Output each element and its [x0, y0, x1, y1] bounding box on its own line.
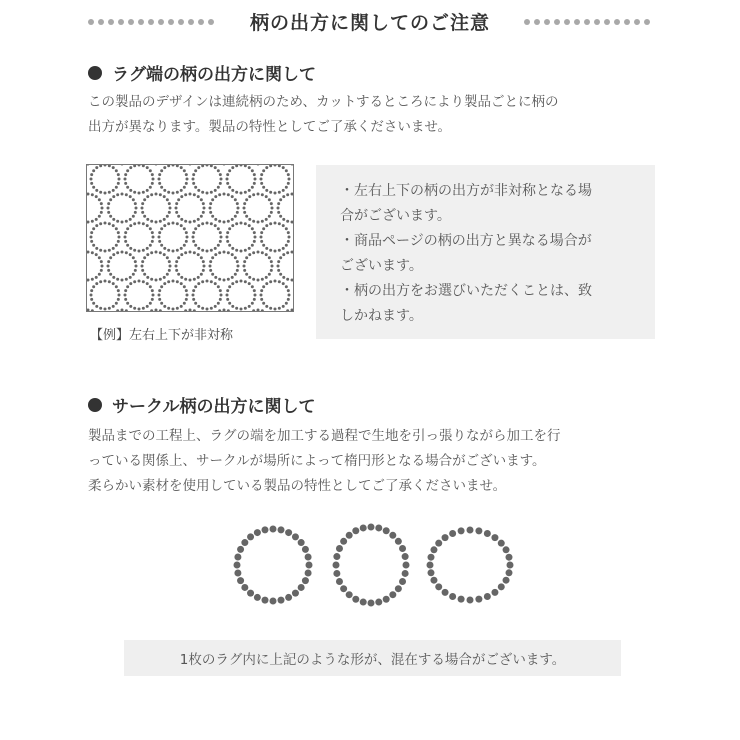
divider-dot: [594, 19, 600, 25]
pattern-ring: [226, 165, 257, 195]
notes-list: [340, 179, 592, 329]
footer-note: 1枚のラグ内に上記のような形が、混在する場合がございます。: [124, 640, 621, 676]
page-title: 柄の出方に関してのご注意: [249, 12, 490, 34]
pattern-ring: [90, 222, 121, 253]
pattern-ring: [175, 193, 206, 224]
title-bar: [0, 0, 740, 44]
note-line: ・左右上下の柄の出方が非対称となる場: [340, 183, 592, 199]
note-line: ございます。: [340, 258, 423, 274]
section2-heading-text: サークル柄の出方に関して: [112, 397, 316, 417]
pattern-ring: [192, 222, 223, 253]
divider-dot: [604, 19, 610, 25]
dotted-circle-1: [234, 526, 313, 605]
divider-dot: [534, 19, 540, 25]
pattern-ring: [260, 165, 291, 195]
pattern-ring: [124, 280, 155, 311]
pattern-ring: [243, 309, 274, 312]
pattern-ring: [124, 165, 155, 195]
section2-body: 製品までの工程上、ラグの端を加工する過程で生地を引っ張りながら加工を行 っている関係上、サークルが場所によって楕円形となる場合がございます。 柔らかい素材を使用している製品の特性としてご了承くださいませ。: [88, 428, 561, 494]
pattern-ring: [260, 280, 291, 311]
pattern-ring: [141, 165, 172, 166]
divider-dot: [584, 19, 590, 25]
pattern-ring: [192, 165, 223, 195]
dotted-circle-3: [427, 527, 514, 604]
dotted-circles-illustration: [220, 515, 530, 615]
pattern-ring: [277, 251, 294, 282]
note-line: ・柄の出方をお選びいただくことは、致: [340, 283, 592, 299]
note-line: しかねます。: [340, 308, 423, 324]
pattern-ring: [87, 251, 104, 282]
note-line: 合がございます。: [340, 208, 451, 224]
pattern-ring: [243, 165, 274, 166]
pattern-ring: [124, 222, 155, 253]
pattern-ring: [90, 165, 121, 195]
pattern-ring: [226, 222, 257, 253]
divider-dots-right: [524, 19, 650, 25]
note-line: ・商品ページの柄の出方と異なる場合が: [340, 233, 592, 249]
pattern-ring: [260, 222, 291, 253]
section1-heading-text: ラグ端の柄の出方に関して: [112, 65, 316, 85]
pattern-ring: [209, 193, 240, 224]
pattern-ring: [192, 280, 223, 311]
pattern-ring: [277, 193, 294, 224]
pattern-ring: [107, 193, 138, 224]
circle-pattern-illustration: [87, 165, 293, 311]
bullet-icon: [88, 66, 102, 80]
example-caption: 【例】左右上下が非対称: [90, 328, 234, 343]
pattern-ring: [243, 193, 274, 224]
pattern-ring: [209, 251, 240, 282]
pattern-ring: [107, 309, 138, 312]
pattern-ring: [175, 309, 206, 312]
pattern-ring: [90, 280, 121, 311]
pattern-ring: [158, 280, 189, 311]
divider-dot: [614, 19, 620, 25]
pattern-ring: [158, 165, 189, 195]
pattern-ring: [107, 165, 138, 166]
pattern-ring: [209, 165, 240, 166]
section1-body: この製品のデザインは連続柄のため、カットするところにより製品ごとに柄の 出方が異なります。製品の特性としてご了承くださいませ。: [88, 94, 559, 135]
pattern-ring: [175, 251, 206, 282]
divider-dot: [524, 19, 530, 25]
pattern-ring: [107, 251, 138, 282]
pattern-ring: [141, 251, 172, 282]
divider-dot: [624, 19, 630, 25]
notes-box: [316, 165, 655, 339]
divider-dot: [554, 19, 560, 25]
pattern-ring: [141, 309, 172, 312]
divider-dot: [564, 19, 570, 25]
dotted-circle-2: [333, 524, 410, 607]
pattern-ring: [243, 251, 274, 282]
pattern-ring: [226, 280, 257, 311]
divider-dot: [644, 19, 650, 25]
bullet-icon: [88, 398, 102, 412]
pattern-ring: [141, 193, 172, 224]
divider-dot: [544, 19, 550, 25]
pattern-ring: [158, 222, 189, 253]
pattern-example: [86, 164, 294, 312]
pattern-ring: [209, 309, 240, 312]
section1-heading: [88, 60, 316, 85]
pattern-ring: [87, 193, 104, 224]
pattern-ring: [175, 165, 206, 166]
section2-heading: [88, 392, 316, 417]
divider-dot: [634, 19, 640, 25]
divider-dot: [574, 19, 580, 25]
